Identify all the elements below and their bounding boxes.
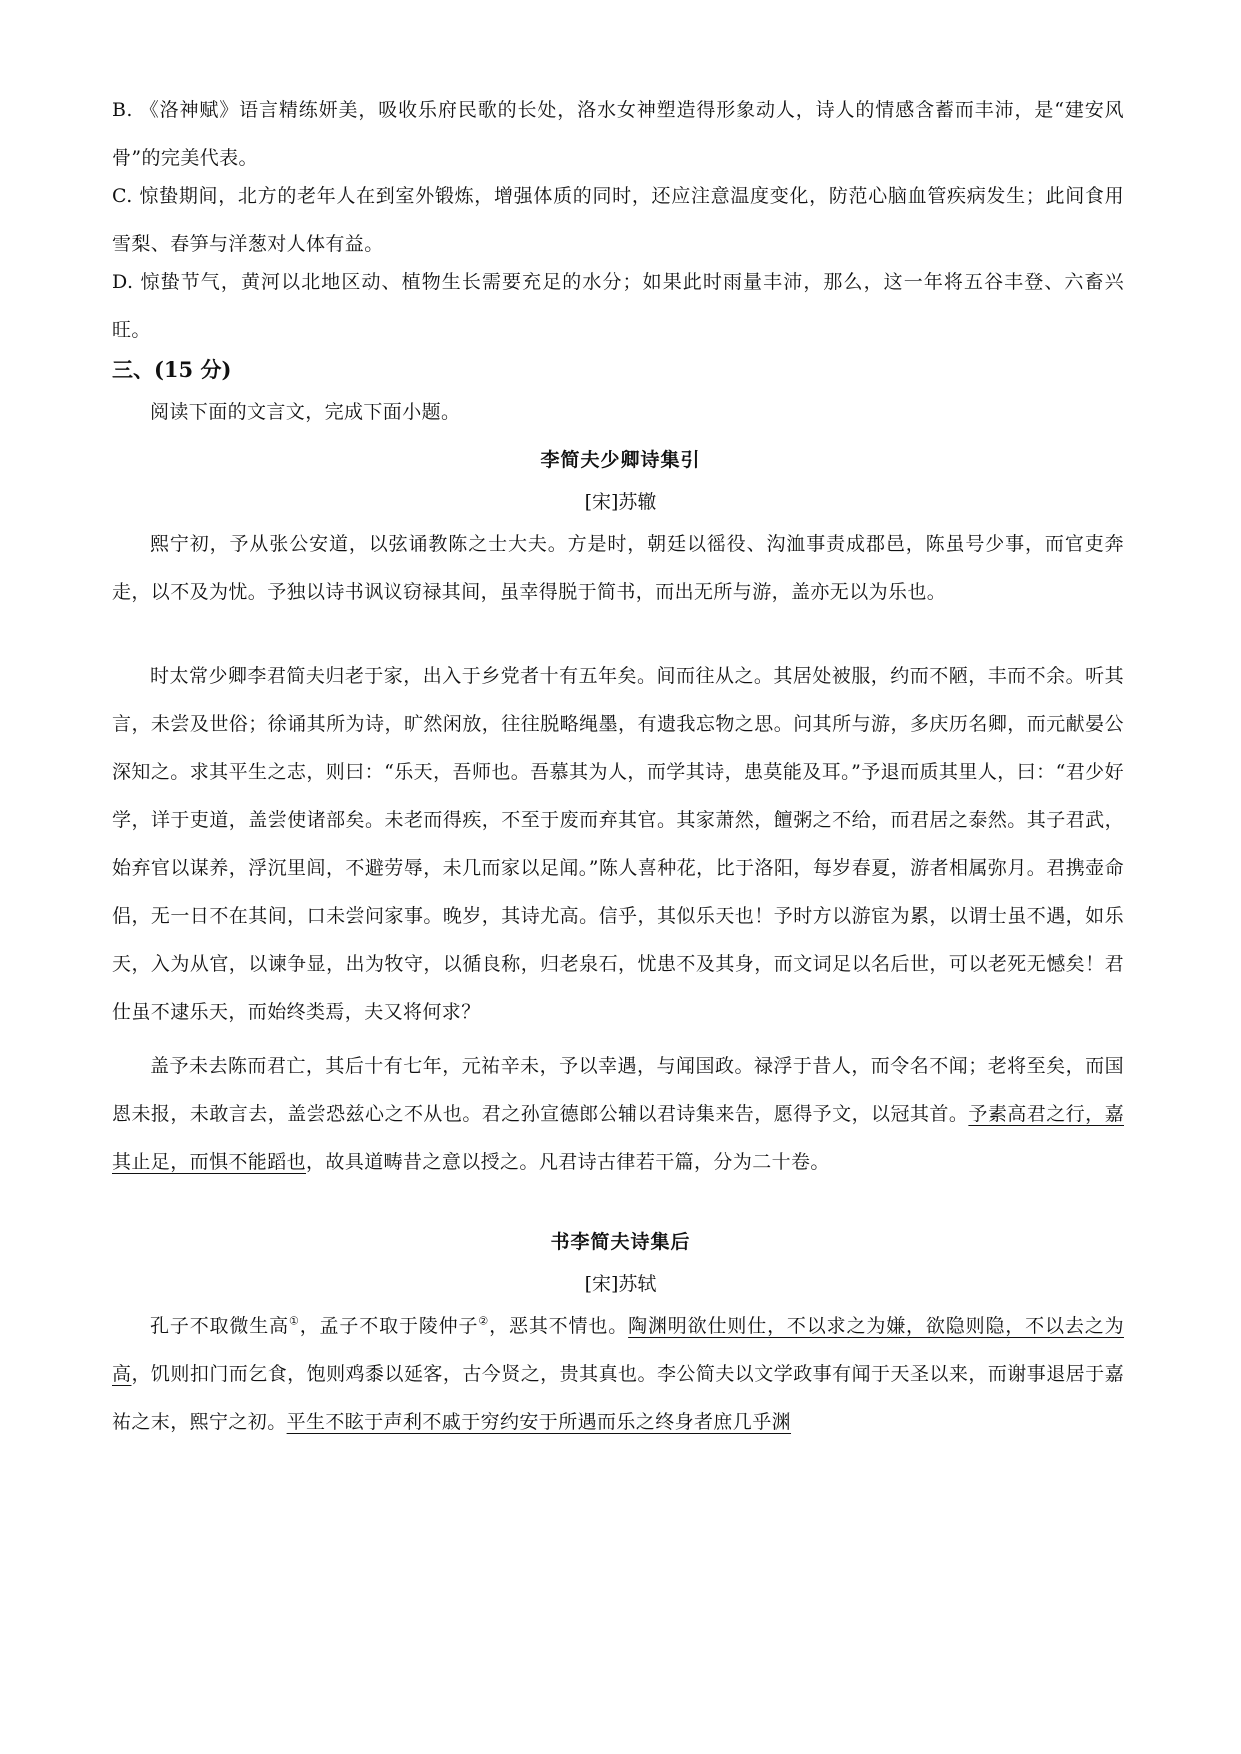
text2-title: 书李简夫诗集后 — [550, 1231, 691, 1253]
text2-part-a: 孔子不取微生高 — [150, 1315, 289, 1337]
text2-underlined-sentence-1: 陶渊明欲仕则仕，不以求之为嫌，欲隐则隐，不以去之为高 — [112, 1315, 1124, 1385]
footnote-marker-1: ① — [288, 1314, 300, 1328]
text1-paragraph-3 — [112, 1042, 1124, 1186]
text1-paragraph-3-part-b: ，故具道畴昔之意以授之。凡君诗古律若干篇，分为二十卷。 — [306, 1151, 830, 1173]
text2-part-d: ，饥则扣门而乞食，饱则鸡黍以延客，古今贤之，贵其真也。李公简夫以文学政事有闻于天圣以来，而谢事退居于嘉祐之末，熙宁之初。 — [112, 1363, 1124, 1433]
text2-underlined-sentence-2: 平生不眩于声利不戚于穷约安于所遇而乐之终身者庶几乎渊 — [286, 1411, 792, 1433]
text2-part-c: ，恶其不情也。 — [489, 1315, 629, 1337]
text1-author: [宋]苏辙 — [584, 491, 657, 513]
option-d: D. 惊蛰节气，黄河以北地区动、植物生长需要充足的水分；如果此时雨量丰沛，那么，这一年将五谷丰登、六畜兴旺。 — [112, 271, 1124, 341]
section-instruction: 阅读下面的文言文，完成下面小题。 — [150, 401, 461, 423]
text1-title: 李简夫少卿诗集引 — [540, 449, 701, 471]
text2-part-b: ，孟子不取于陵仲子 — [299, 1315, 479, 1337]
text2-author: [宋]苏轼 — [584, 1273, 657, 1295]
option-b: B. 《洛神赋》语言精练妍美，吸收乐府民歌的长处，洛水女神塑造得形象动人，诗人的情感含蓄而丰沛，是“建安风骨”的完美代表。 — [112, 99, 1124, 169]
footnote-marker-2: ② — [478, 1314, 490, 1328]
option-c: C. 惊蛰期间，北方的老年人在到室外锻炼，增强体质的同时，还应注意温度变化，防范心脑血管疾病发生；此间食用雪梨、春笋与洋葱对人体有益。 — [112, 185, 1124, 255]
text1-underlined-sentence: 予素高君之行，嘉其止足，而惧不能蹈也 — [112, 1103, 1124, 1173]
section-heading: 三、(15 分) — [112, 357, 232, 382]
text1-paragraph-3-part-a: 盖予未去陈而君亡，其后十有七年，元祐辛未，予以幸遇，与闻国政。禄浮于昔人，而令名不闻；老将至矣，而国恩未报，未敢言去，盖尝恐兹心之不从也。君之孙宣德郎公辅以君诗集来告，愿得予文，以冠其首。 — [112, 1055, 1124, 1125]
text1-paragraph-1: 熙宁初，予从张公安道，以弦诵教陈之士大夫。方是时，朝廷以徭役、沟洫事责成郡邑，陈虽号少事，而官吏奔走，以不及为忧。予独以诗书讽议窃禄其间，虽幸得脱于简书，而出无所与游，盖亦无以为乐也。 — [112, 533, 1124, 603]
text2-paragraph-1 — [112, 1302, 1124, 1446]
text1-paragraph-2: 时太常少卿李君简夫归老于家，出入于乡党者十有五年矣。间而往从之。其居处被服，约而不陋，丰而不余。听其言，未尝及世俗；徐诵其所为诗，旷然闲放，往往脱略绳墨，有遗我忘物之思。问其所与游，多庆历名卿，而元献晏公深知之。求其平生之志，则曰：“乐天，吾师也。吾慕其为人，而学其诗，患莫能及耳。”予退而质其里人，曰：“君少好学，详于吏道，盖尝使诸部矣。未老而得疾，不至于废而弃其官。其家萧然，饘粥之不给，而君居之泰然。其子君武，始弃官以谋养，浮沉里闾，不避劳辱，未几而家以足闻。”陈人喜种花，比于洛阳，每岁春夏，游者相属弥月。君携壶命侣，无一日不在其间，口未尝问家事。晚岁，其诗尤高。信乎，其似乐天也！予时方以游宦为累，以谓士虽不遇，如乐天，入为从官，以谏争显，出为牧守，以循良称，归老泉石，忧患不及其身，而文词足以名后世，可以老死无憾矣！君仕虽不逮乐天，而始终类焉，夫又将何求？ — [112, 665, 1124, 1023]
